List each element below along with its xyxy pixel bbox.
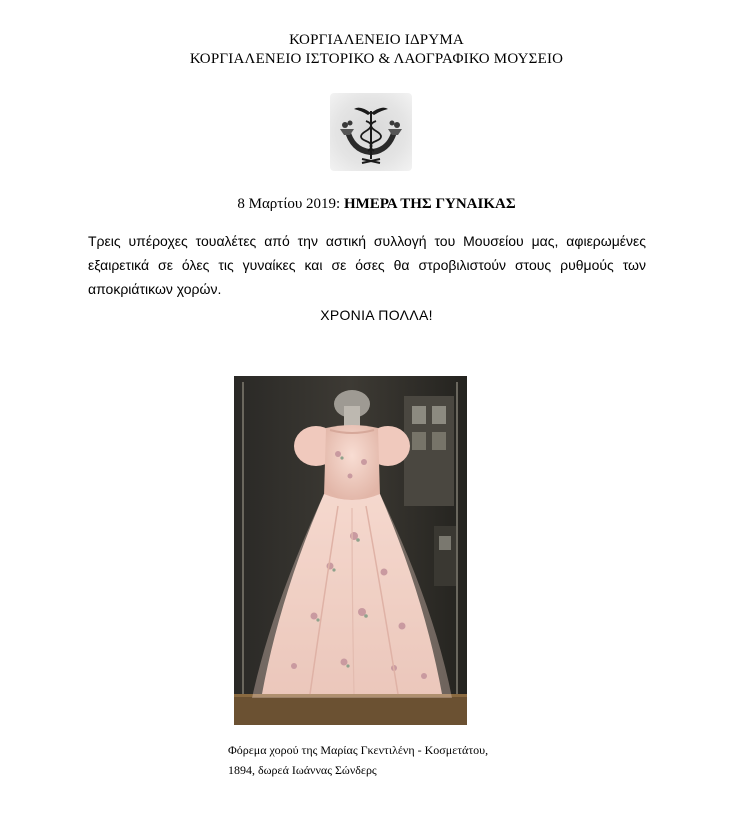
foundation-name: ΚΟΡΓΙΑΛΕΝΕΙΟ ΙΔΡΥΜΑ [289, 32, 464, 48]
date-heading [0, 196, 753, 213]
intro-paragraph: Τρεις υπέροχες τουαλέτες από την αστική συλλογή του Μουσείου μας, αφιερωμένες εξαιρετικά σε όλες τις γυναίκες και σε όσες θα στροβιλιστούν στους ρυθμούς των αποκριάτικων χορών. [88, 233, 646, 297]
caption-line-1: Φόρεμα χορού της Μαρίας Γκεντιλένη - Κοσμετάτου, [228, 743, 489, 757]
caption-line-2: 1894, δωρεά Ιωάννας Σώνδερς [228, 763, 377, 777]
date-text: 8 Μαρτίου 2019: [237, 196, 344, 212]
greeting-text: ΧΡΟΝΙΑ ΠΟΛΛΑ! [320, 307, 433, 323]
museum-name: ΚΟΡΓΙΑΛΕΝΕΙΟ ΙΣΤΟΡΙΚΟ & ΛΑΟΓΡΑΦΙΚΟ ΜΟΥΣΕΙΟ [189, 51, 564, 67]
gown-photo [234, 376, 467, 725]
museum-logo-icon [330, 93, 412, 171]
event-title: ΗΜΕΡΑ ΤΗΣ ΓΥΝΑΙΚΑΣ [343, 196, 516, 212]
photo-caption [228, 740, 548, 780]
